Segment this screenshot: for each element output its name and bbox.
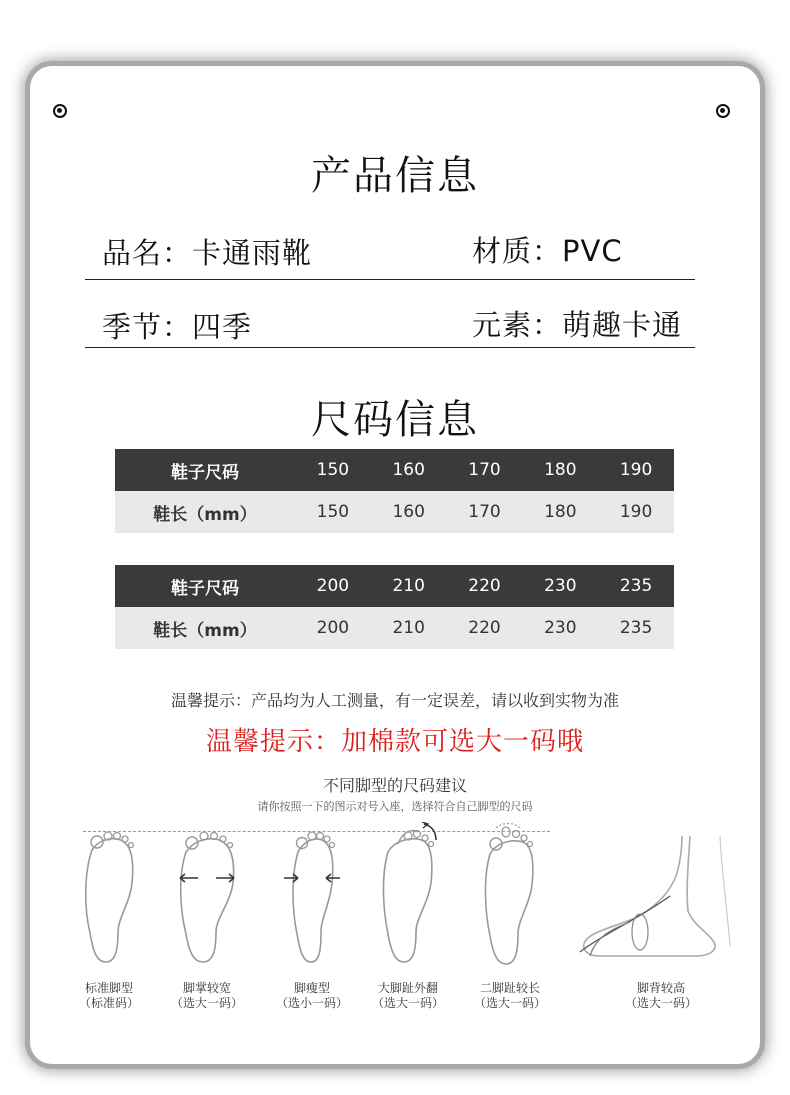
length-cell: 200 <box>295 607 371 649</box>
long-second-toe-foot-icon <box>478 822 540 968</box>
product-material: 材质：PVC <box>472 234 623 268</box>
size-cell: 200 <box>295 565 371 607</box>
cotton-tip: 温馨提示：加棉款可选大一码哦 <box>205 727 584 757</box>
high-instep-foot-icon <box>570 836 740 966</box>
length-cell: 210 <box>371 607 447 649</box>
size-cell: 220 <box>447 565 523 607</box>
foot-type-name: 大脚趾外翻 <box>377 981 438 995</box>
info-row-1 <box>85 211 695 280</box>
foot-guide-subtitle: 请你按照一下的图示对号入座，选择符合自己脚型的尺码 <box>257 800 533 813</box>
info-card <box>30 66 760 1064</box>
foot-type-name: 脚瘦型 <box>293 981 330 995</box>
foot-label-wide <box>157 981 257 1011</box>
product-element: 元素：萌趣卡通 <box>472 308 683 342</box>
size-info-title: 尺码信息 <box>311 397 479 443</box>
length-cell: 235 <box>598 607 674 649</box>
foot-label-high-instep <box>611 981 711 1011</box>
foot-label-standard <box>59 981 159 1011</box>
length-row-label: 鞋长（mm） <box>115 607 295 649</box>
foot-label-bunion <box>358 981 458 1011</box>
length-cell: 170 <box>447 491 523 533</box>
measurement-tip: 温馨提示：产品均为人工测量，有一定误差，请以收到实物为准 <box>170 691 619 710</box>
foot-type-advice: （选小一码） <box>275 996 348 1010</box>
length-cell: 220 <box>447 607 523 649</box>
size-row-label: 鞋子尺码 <box>115 449 295 491</box>
wide-foot-icon <box>174 828 240 968</box>
size-cell: 230 <box>522 565 598 607</box>
size-cell: 170 <box>447 449 523 491</box>
size-cell: 190 <box>598 449 674 491</box>
foot-type-name: 标准脚型 <box>84 981 133 995</box>
length-cell: 150 <box>295 491 371 533</box>
thin-foot-icon <box>282 828 342 968</box>
foot-type-advice: （标准码） <box>78 996 139 1010</box>
length-cell: 190 <box>598 491 674 533</box>
foot-type-name: 脚背较高 <box>636 981 685 995</box>
info-row-2 <box>85 279 695 348</box>
length-row <box>115 491 674 533</box>
foot-guide-title: 不同脚型的尺码建议 <box>322 776 467 795</box>
foot-label-thin <box>262 981 362 1011</box>
size-cell: 150 <box>295 449 371 491</box>
product-name: 品名：卡通雨靴 <box>102 236 313 270</box>
size-cell: 180 <box>522 449 598 491</box>
length-row-label: 鞋长（mm） <box>115 491 295 533</box>
foot-type-advice: （选大一码） <box>170 996 243 1010</box>
size-cell: 210 <box>371 565 447 607</box>
pin-icon <box>716 104 730 118</box>
length-cell: 160 <box>371 491 447 533</box>
size-row <box>115 449 674 491</box>
foot-type-advice: （选大一码） <box>624 996 697 1010</box>
product-info-title: 产品信息 <box>311 153 479 199</box>
length-cell: 180 <box>522 491 598 533</box>
bunion-foot-icon <box>376 822 440 968</box>
product-season: 季节：四季 <box>102 310 253 344</box>
foot-type-name: 二脚趾较长 <box>479 981 540 995</box>
size-row <box>115 565 674 607</box>
size-cell: 160 <box>371 449 447 491</box>
foot-type-name: 脚掌较宽 <box>182 981 231 995</box>
size-row-label: 鞋子尺码 <box>115 565 295 607</box>
foot-label-long-second-toe <box>460 981 560 1011</box>
size-cell: 235 <box>598 565 674 607</box>
size-table-2 <box>115 565 674 649</box>
foot-type-advice: （选大一码） <box>473 996 546 1010</box>
size-table-1 <box>115 449 674 533</box>
pin-icon <box>53 104 67 118</box>
length-cell: 230 <box>522 607 598 649</box>
standard-foot-icon <box>78 828 140 968</box>
foot-type-advice: （选大一码） <box>371 996 444 1010</box>
length-row <box>115 607 674 649</box>
